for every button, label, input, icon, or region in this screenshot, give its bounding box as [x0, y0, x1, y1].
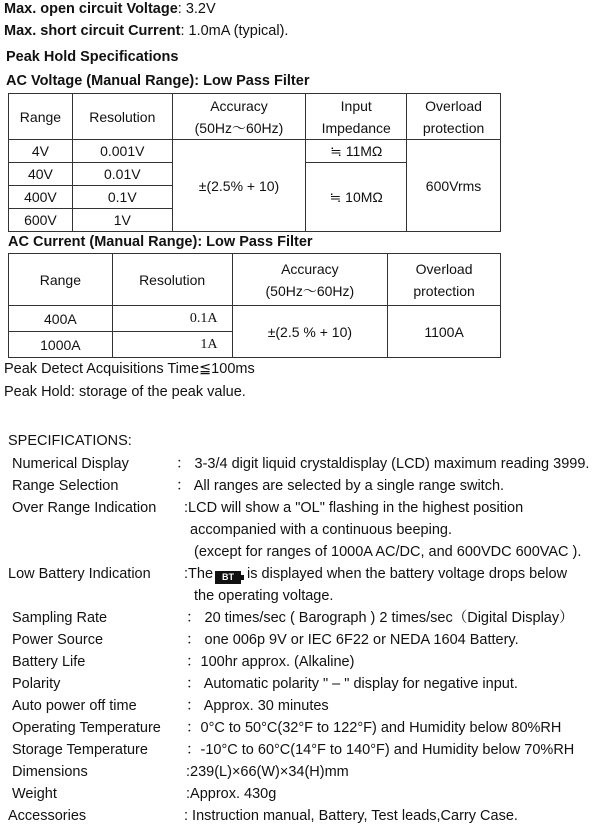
overload-cell: 1100A — [388, 306, 501, 358]
header-overload: Overload protection — [407, 94, 501, 140]
range-cell: 40V — [9, 163, 73, 186]
impedance-cell: ≒ 11MΩ — [306, 140, 407, 163]
resolution-cell: 0.01V — [72, 163, 172, 186]
impedance-cell: ≒ 10MΩ — [306, 163, 407, 232]
resolution-cell: 0.1A — [112, 306, 232, 332]
header-accuracy: Accuracy (50Hz～60Hz) — [172, 94, 306, 140]
header-impedance: Input Impedance — [306, 94, 407, 140]
spec-label: Storage Temperature — [12, 742, 148, 758]
spec-value: ：-10°C to 60°C(14°F to 140°F) and Humidity below 70%RH — [186, 742, 575, 758]
table-row — [9, 140, 501, 163]
peak-hold-note: Peak Hold: storage of the peak value. — [4, 384, 246, 400]
spec-label: Sampling Rate — [12, 610, 108, 626]
spec-label: Low Battery Indication — [8, 566, 151, 582]
spec-label: Operating Temperature — [12, 720, 161, 736]
table-header-row — [9, 254, 501, 306]
ac-current-title: AC Current (Manual Range): Low Pass Filter — [8, 234, 313, 250]
spec-value: ：0°C to 50°C(32°F to 122°F) and Humidity below 80%RH — [186, 720, 562, 736]
scc-value: : 1.0mA (typical). — [180, 23, 289, 39]
table-header-row — [9, 94, 501, 140]
spec-value: ： 3-3/4 digit liquid crystaldisplay (LCD) maximum reading 3999. — [176, 456, 590, 472]
resolution-cell: 0.001V — [72, 140, 172, 163]
spec-value: ： All ranges are selected by a single range switch. — [176, 478, 505, 494]
header-resolution: Resolution — [72, 94, 172, 140]
range-cell: 600V — [9, 209, 73, 232]
accuracy-cell: ±(2.5 % + 10) — [232, 306, 388, 358]
spec-label: Numerical Display — [12, 456, 129, 472]
spec-label: Power Source — [12, 632, 104, 648]
header-resolution: Resolution — [112, 254, 232, 306]
spec-value: ： Approx. 30 minutes — [186, 698, 329, 714]
spec-label: Polarity — [12, 676, 61, 692]
spec-label: Auto power off time — [12, 698, 137, 714]
header-overload: Overload protection — [388, 254, 501, 306]
spec-value-continued: accompanied with a continuous beeping. — [190, 522, 452, 538]
peak-detect-note: Peak Detect Acquisitions Time≦100ms — [4, 361, 255, 377]
range-cell: 400A — [9, 306, 113, 332]
spec-label: Accessories — [8, 808, 87, 824]
spec-value: ：100hr approx. (Alkaline) — [186, 654, 355, 670]
resolution-cell: 0.1V — [72, 186, 172, 209]
battery-icon: BT — [215, 571, 241, 584]
range-cell: 400V — [9, 186, 73, 209]
spec-label: Battery Life — [12, 654, 86, 670]
accuracy-cell: ±(2.5% + 10) — [172, 140, 306, 232]
scc-label: Max. short circuit Current — [4, 23, 181, 39]
ocv-value: : 3.2V — [177, 1, 216, 17]
header-range: Range — [9, 254, 113, 306]
ac-voltage-title: AC Voltage (Manual Range): Low Pass Filter — [6, 73, 310, 89]
spec-value: ： Automatic polarity " – " display for negative input. — [186, 676, 518, 692]
spec-value: :Approx. 430g — [186, 786, 277, 802]
header-range: Range — [9, 94, 73, 140]
specifications-heading: SPECIFICATIONS: — [8, 433, 132, 449]
spec-label: Weight — [12, 786, 57, 802]
spec-label: Dimensions — [12, 764, 88, 780]
spec-label: Over Range Indication — [12, 500, 157, 516]
scc-line — [4, 22, 288, 40]
table-row — [9, 306, 501, 332]
spec-value-continued: the operating voltage. — [194, 588, 334, 604]
range-cell: 1000A — [9, 332, 113, 358]
overload-cell: 600Vrms — [407, 140, 501, 232]
spec-value-continued: (except for ranges of 1000A AC/DC, and 600VDC 600VAC ). — [194, 544, 582, 560]
ac-current-table — [8, 253, 501, 358]
ocv-line — [4, 0, 216, 18]
spec-value: ： 20 times/sec ( Barograph ) 2 times/sec（Digital Display） — [186, 610, 574, 626]
peak-hold-heading: Peak Hold Specifications — [6, 49, 179, 65]
ocv-label: Max. open circuit Voltage — [4, 1, 178, 17]
resolution-cell: 1V — [72, 209, 172, 232]
spec-value: : Instruction manual, Battery, Test leads,Carry Case. — [184, 808, 518, 824]
spec-value: ： one 006p 9V or IEC 6F22 or NEDA 1604 Battery. — [186, 632, 519, 648]
header-accuracy: Accuracy (50Hz～60Hz) — [232, 254, 388, 306]
spec-value: :LCD will show a "OL" flashing in the highest position — [184, 500, 524, 516]
spec-value: :239(L)×66(W)×34(H)mm — [186, 764, 349, 780]
resolution-cell: 1A — [112, 332, 232, 358]
ac-voltage-table — [8, 93, 501, 232]
spec-value: :The BT is displayed when the battery voltage drops below — [184, 566, 568, 582]
range-cell: 4V — [9, 140, 73, 163]
spec-label: Range Selection — [12, 478, 119, 494]
